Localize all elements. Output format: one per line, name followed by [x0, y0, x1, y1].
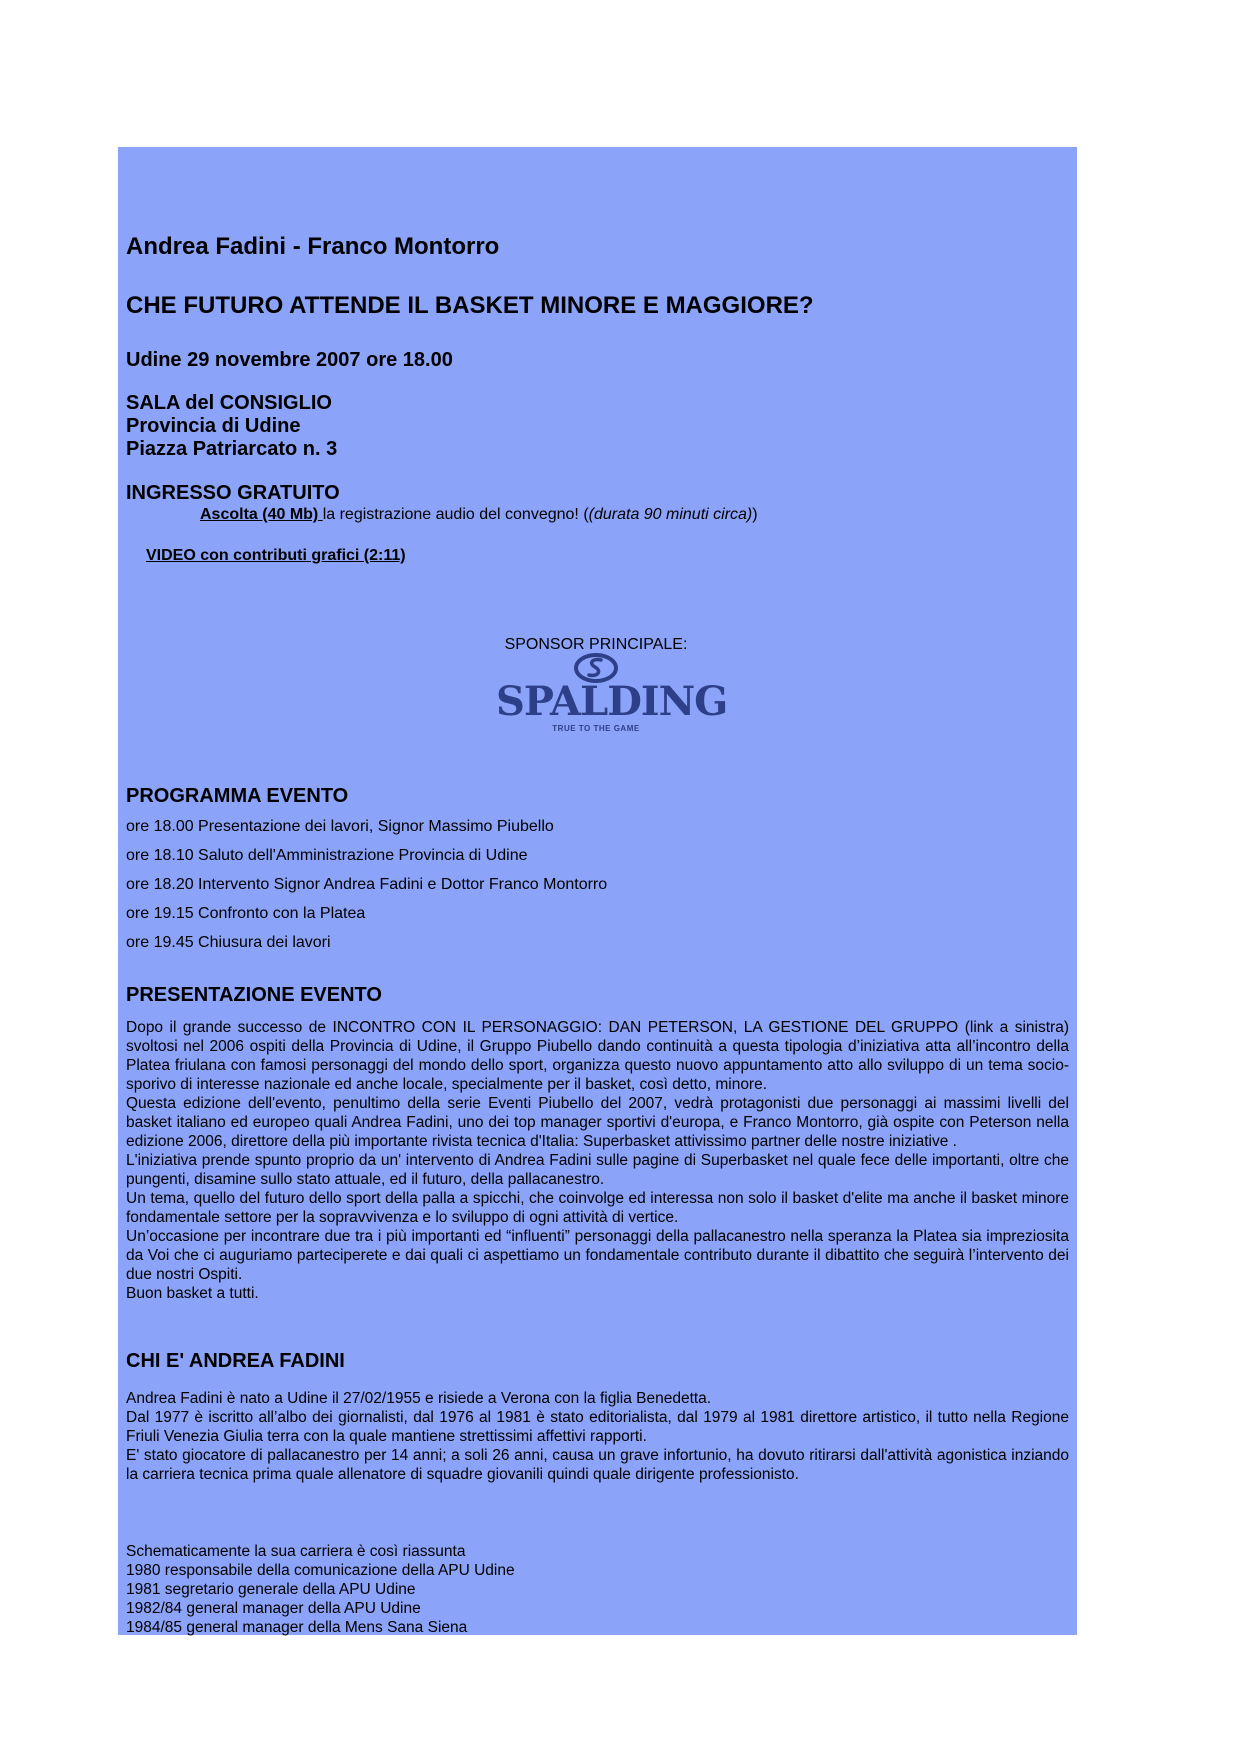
career-intro: Schematicamente la sua carriera è così riassunta — [126, 1543, 466, 1560]
paragraph: Dal 1977 è iscritto all’albo dei giornalisti, dal 1976 al 1981 è stato editorialista, dal 1979 al 1981 direttore artistico, il tutto nella Regione Friuli Venezia Giulia terra con la quale mantiene strettissimi affettivi rapporti. — [126, 1409, 1069, 1445]
venue-name: SALA del CONSIGLIO — [126, 392, 332, 414]
event-title: CHE FUTURO ATTENDE IL BASKET MINORE E MAGGIORE? — [126, 292, 814, 319]
paragraph: Andrea Fadini è nato a Udine il 27/02/1955 e risiede a Verona con la figlia Benedetta. — [126, 1390, 712, 1407]
paragraph: Un’occasione per incontrare due tra i più importanti ed “influenti” personaggi della pallacanestro nella speranza la Platea sia impreziosita da Voi che ci auguriamo parteciperete e dai quali ci aspettiamo un fondamentale contributo durante il dibattito che seguirà l’intervento dei due nostri Ospiti. — [126, 1228, 1069, 1283]
logo-wordmark: SPALDING — [496, 678, 728, 725]
career-item: 1984/85 general manager della Mens Sana Siena — [126, 1619, 468, 1636]
career-item: 1981 segretario generale della APU Udine — [126, 1581, 416, 1598]
programma-item: ore 19.45 Chiusura dei lavori — [126, 934, 331, 951]
entry-label: INGRESSO GRATUITO — [126, 482, 340, 504]
chi-e-heading: CHI E' ANDREA FADINI — [126, 1350, 345, 1372]
chi-e-body — [126, 1389, 1069, 1484]
audio-link[interactable]: Ascolta (40 Mb) — [200, 506, 323, 523]
audio-line: Ascolta (40 Mb) la registrazione audio del convegno! ((durata 90 minuti circa)) — [200, 506, 758, 523]
audio-duration: (durata 90 minuti circa) — [588, 506, 753, 523]
audio-text: la registrazione audio del convegno! — [322, 506, 584, 523]
spalding-logo[interactable] — [496, 652, 728, 738]
logo-tagline: TRUE TO THE GAME — [552, 724, 640, 733]
paragraph: L'iniziativa prende spunto proprio da un' intervento di Andrea Fadini sulle pagine di Superbasket nel quale fece delle importanti, oltre che pungenti, disamine sullo stato attuale, ed il futuro, della pallacanestro. — [126, 1152, 1069, 1188]
event-date: Udine 29 novembre 2007 ore 18.00 — [126, 349, 453, 371]
career-item: 1980 responsabile della comunicazione della APU Udine — [126, 1562, 515, 1579]
video-link[interactable]: VIDEO con contributi grafici (2:11) — [146, 547, 406, 564]
audio-close: ) — [752, 506, 758, 523]
paragraph: Dopo il grande successo de INCONTRO CON IL PERSONAGGIO: DAN PETERSON, LA GESTIONE DEL GRUPPO (link a sinistra) svoltosi nel 2006 ospiti della Provincia di Udine, il Gruppo Piubello dando continuità a questa tipologia d’iniziativa atta all’incontro della Platea friulana con famosi personaggi del mondo dello sport, organizza questo nuovo appuntamento atto allo sviluppo di un tema socio-sporivo di interesse nazionale ed anche locale, specialmente per il basket, così detto, minore. — [126, 1019, 1069, 1093]
programma-heading: PROGRAMMA EVENTO — [126, 785, 349, 807]
venue-address: Piazza Patriarcato n. 3 — [126, 438, 338, 460]
career-item: 1982/84 general manager della APU Udine — [126, 1600, 421, 1617]
programma-item: ore 18.20 Intervento Signor Andrea Fadini e Dottor Franco Montorro — [126, 876, 608, 893]
presentazione-heading: PRESENTAZIONE EVENTO — [126, 984, 382, 1006]
programma-item: ore 18.00 Presentazione dei lavori, Signor Massimo Piubello — [126, 818, 554, 835]
paragraph: Buon basket a tutti. — [126, 1285, 259, 1302]
sponsor-label: SPONSOR PRINCIPALE: — [504, 636, 688, 653]
presentazione-body — [126, 1018, 1069, 1303]
programma-item: ore 19.15 Confronto con la Platea — [126, 905, 366, 922]
programma-item: ore 18.10 Saluto dell'Amministrazione Provincia di Udine — [126, 847, 528, 864]
paragraph: Un tema, quello del futuro dello sport della palla a spicchi, che coinvolge ed interessa non solo il basket d'elite ma anche il basket minore fondamentale settore per la sopravvivenza e lo sviluppo di ogni attività di vertice. — [126, 1190, 1069, 1226]
content-panel — [118, 147, 1077, 1635]
paragraph: E' stato giocatore di pallacanestro per 14 anni; a soli 26 anni, causa un grave infortunio, ha dovuto ritirarsi dall'attività agonistica inziando la carriera tecnica prima quale allenatore di squadre giovanili quindi quale dirigente professionisto. — [126, 1447, 1069, 1483]
speakers-heading: Andrea Fadini - Franco Montorro — [126, 233, 500, 260]
paragraph: Questa edizione dell'evento, penultimo della serie Eventi Piubello del 2007, vedrà protagonisti due personaggi ai massimi livelli del basket italiano ed europeo quali Andrea Fadini, uno dei top manager sportivi d'europa, e Franco Montorro, già ospite con Peterson nella edizione 2006, direttore della più importante rivista tecnica d'Italia: Superbasket attivissimo partner delle nostre iniziative . — [126, 1095, 1069, 1150]
career-list — [126, 1542, 1069, 1637]
venue-city: Provincia di Udine — [126, 415, 301, 437]
